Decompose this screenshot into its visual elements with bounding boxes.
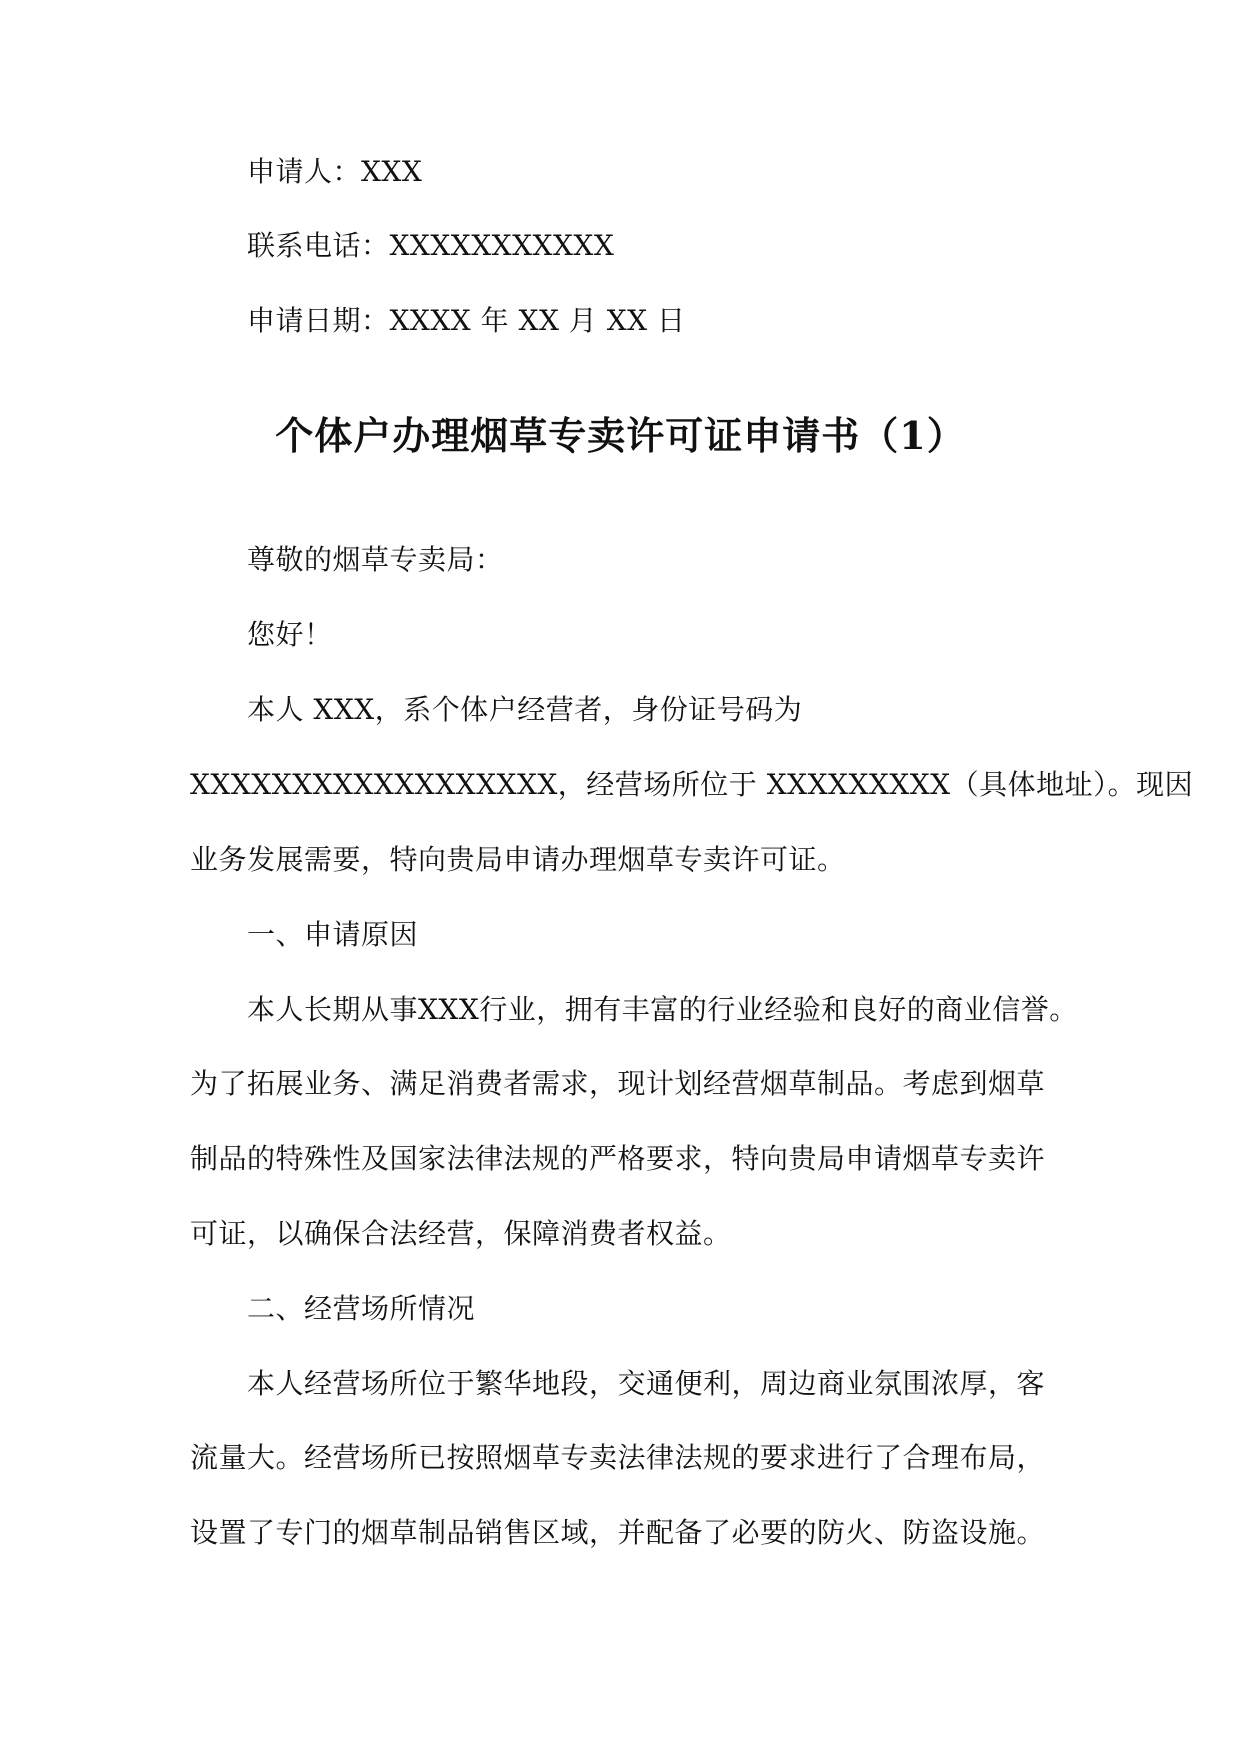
section-1-line-1: 本人长期从事XXX行业，拥有丰富的行业经验和良好的商业信誉。 <box>247 993 1078 1026</box>
date-line: 申请日期：XXXX 年 XX 月 XX 日 <box>247 304 686 337</box>
phone-line: 联系电话：XXXXXXXXXXX <box>247 229 615 262</box>
section-2-line-1: 本人经营场所位于繁华地段，交通便利，周边商业氛围浓厚，客 <box>247 1367 1046 1400</box>
section-1-line-2: 为了拓展业务、满足消费者需求，现计划经营烟草制品。考虑到烟草 <box>190 1067 1046 1100</box>
intro-line-3: 业务发展需要，特向贵局申请办理烟草专卖许可证。 <box>190 843 846 876</box>
salutation: 尊敬的烟草专卖局： <box>247 543 504 576</box>
intro-line-2: XXXXXXXXXXXXXXXXXX，经营场所位于 XXXXXXXXX（具体地址）。现因 <box>190 768 1194 801</box>
section-1-line-3: 制品的特殊性及国家法律法规的严格要求，特向贵局申请烟草专卖许 <box>190 1142 1046 1175</box>
section-1-line-4: 可证，以确保合法经营，保障消费者权益。 <box>190 1217 732 1250</box>
section-1-heading: 一、申请原因 <box>247 918 419 951</box>
applicant-line: 申请人：XXX <box>247 155 423 188</box>
section-2-line-3: 设置了专门的烟草制品销售区域，并配备了必要的防火、防盗设施。 <box>190 1516 1046 1549</box>
section-2-line-2: 流量大。经营场所已按照烟草专卖法律法规的要求进行了合理布局， <box>190 1441 1046 1474</box>
intro-line-1: 本人 XXX，系个体户经营者，身份证号码为 <box>247 693 803 726</box>
document-title: 个体户办理烟草专卖许可证申请书（1） <box>275 413 966 458</box>
greeting: 您好！ <box>247 618 333 651</box>
section-2-heading: 二、经营场所情况 <box>247 1292 476 1325</box>
